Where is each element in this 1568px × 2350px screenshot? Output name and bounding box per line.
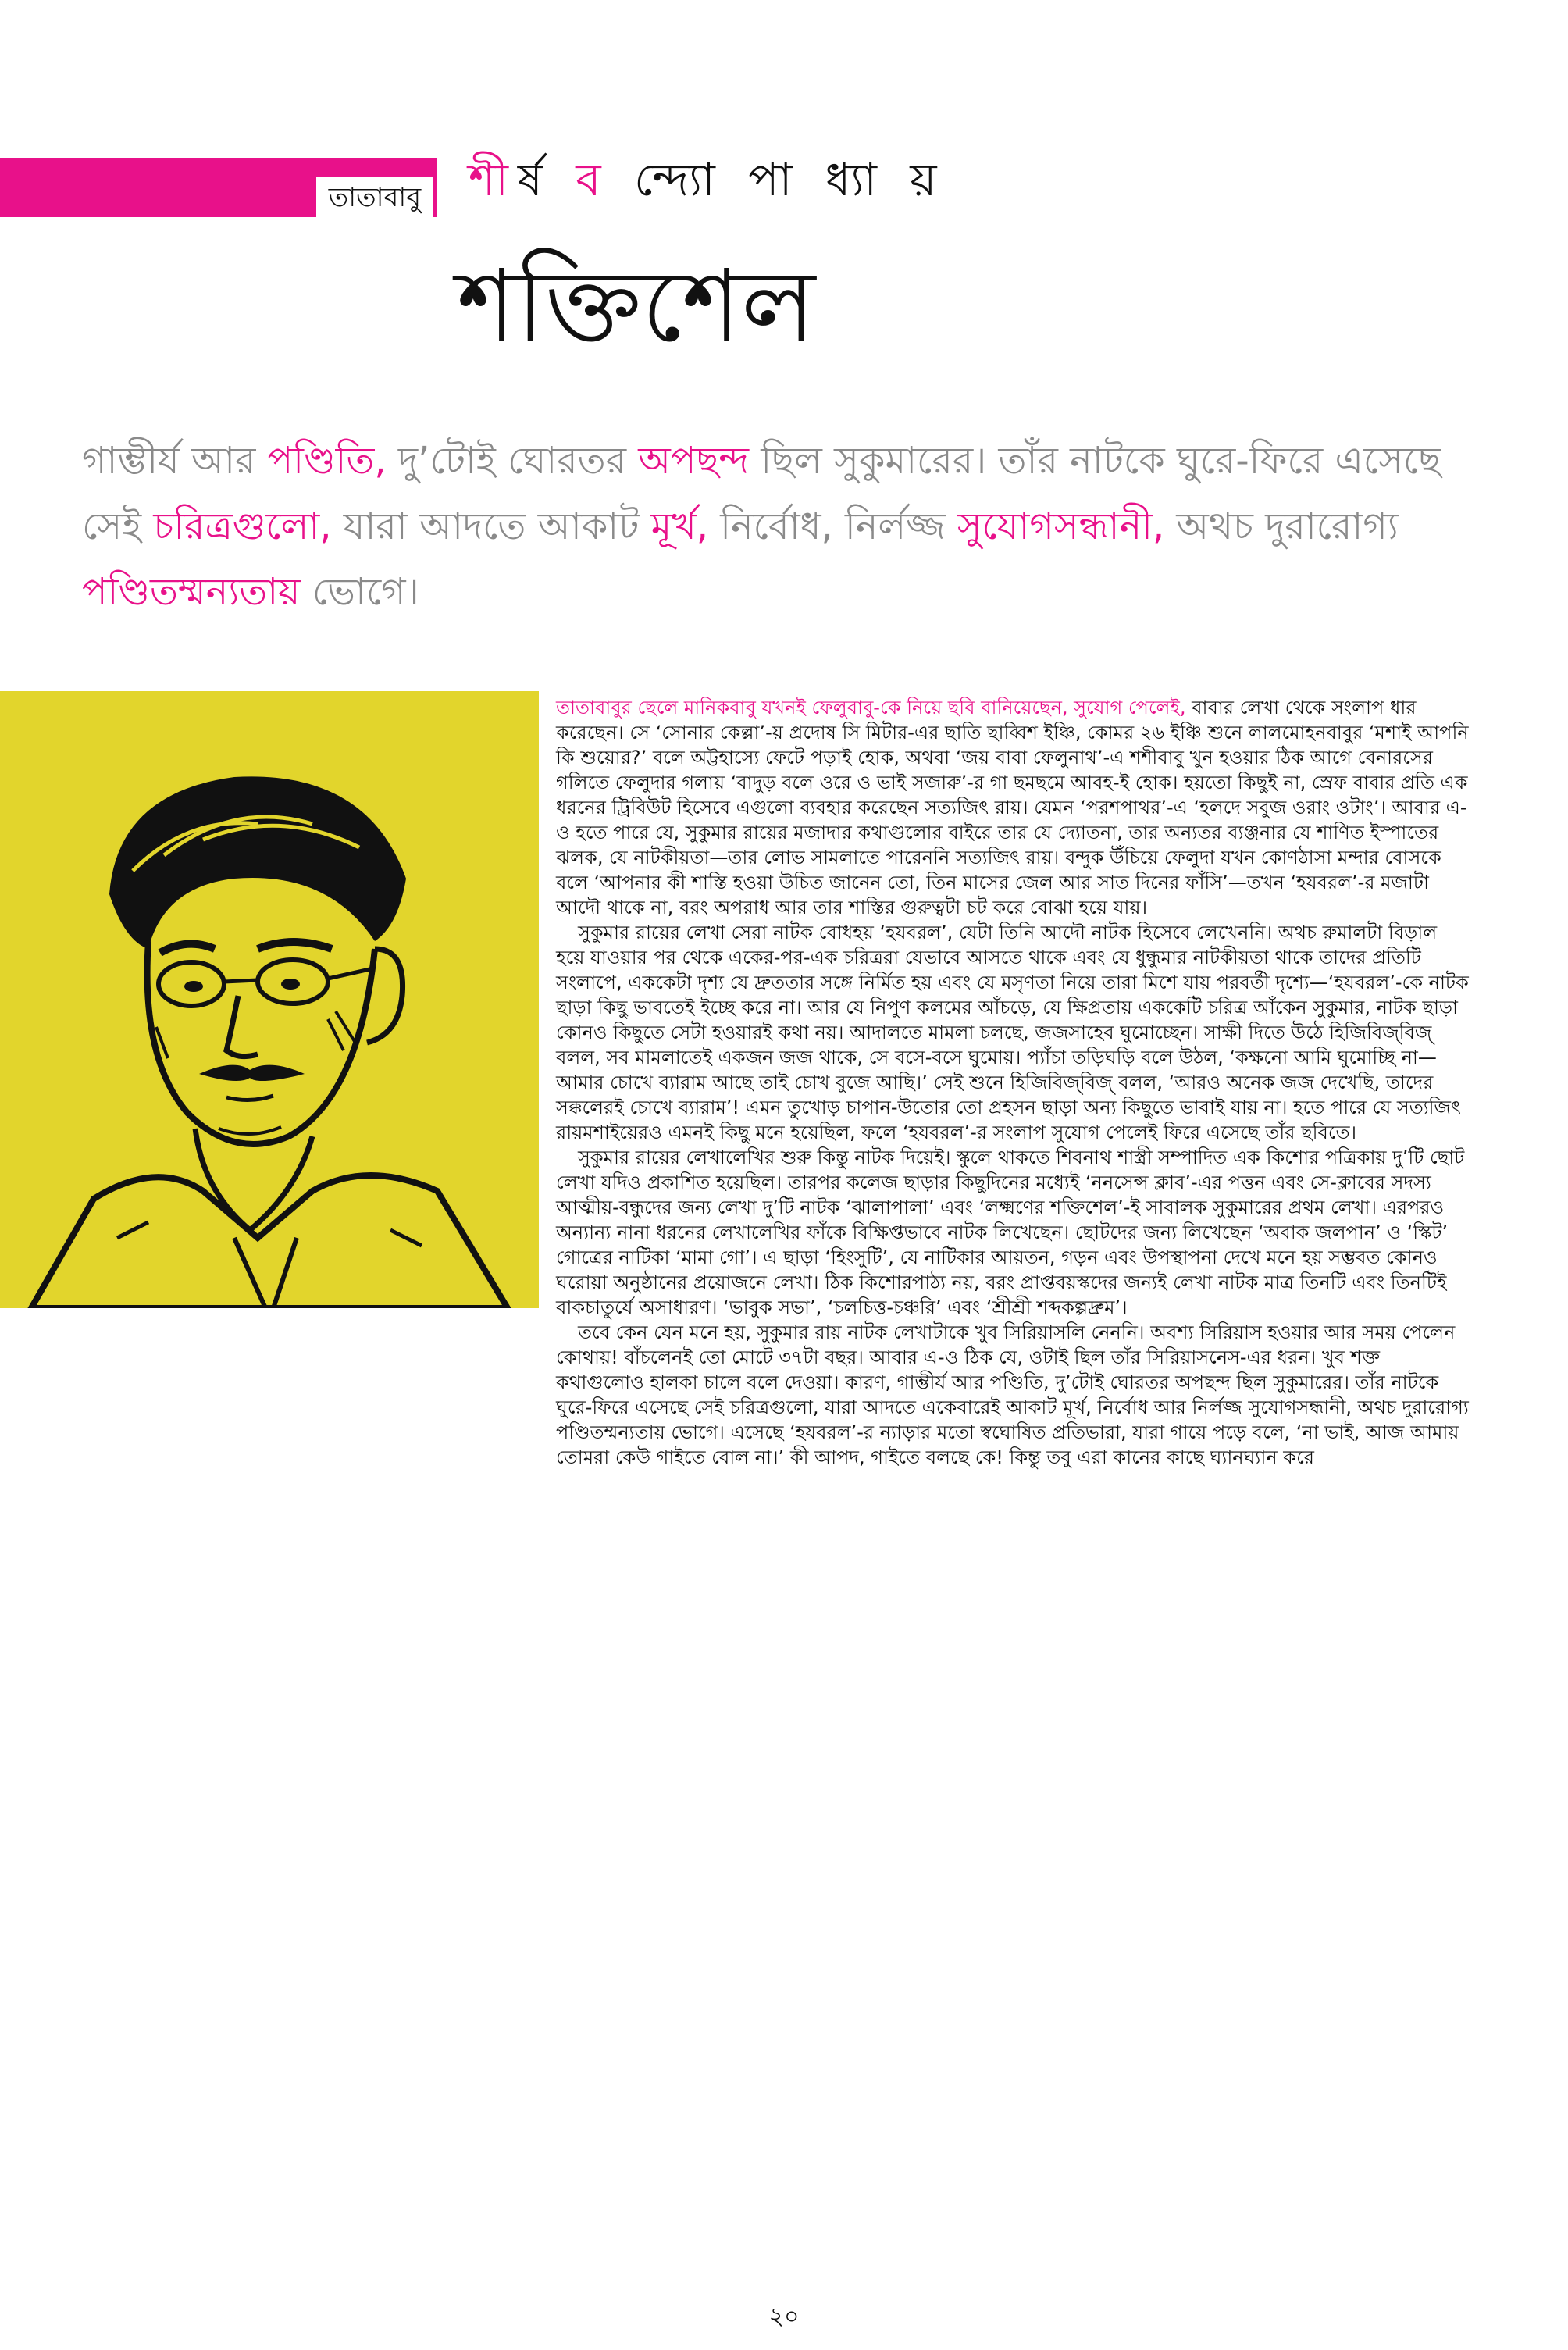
article-title: শক্তিশেল <box>457 248 816 365</box>
lede-highlight: পণ্ডিতম্মন্যতায় <box>82 570 301 614</box>
lede-text: গাম্ভীর্য আর <box>82 439 268 483</box>
body-paragraph-3: সুকুমার রায়ের লেখালেখির শুরু কিন্তু নাটক দিয়েই। স্কুলে থাকতে শিবনাথ শাস্ত্রী সম্পাদিত এক কিশোর পত্রিকায় দু’টি ছোট লেখা যদিও প্রকাশিত হয়েছিল। তারপর কলেজ ছাড়ার কিছুদিনের মধ্যেই ‘ননসেন্স ক্লাব’-এর পত্তন এবং সে-ক্লাবের সদস্য আত্মীয়-বন্ধুদের জন্য লেখা দু’টি নাটক ‘ঝালাপালা’ এবং ‘লক্ষ্মণের শক্তিশেল’-ই সাবালক সুকুমারের প্রথম লেখা। এরপরও অন্যান্য নানা ধরনের লেখালেখির ফাঁকে বিক্ষিপ্তভাবে নাটক লিখেছেন। ছোটদের জন্য লিখেছেন ‘অবাক জলপান’ ও ‘স্কিট’ গোত্রের নাটিকা ‘মামা গো’। এ ছাড়া ‘হিংসুটি’, যে নাটিকার আয়তন, গড়ন এবং উপস্থাপনা দেখে মনে হয় সম্ভবত কোনও ঘরোয়া অনুষ্ঠানের প্রয়োজনে লেখা। ঠিক কিশোরপাঠ্য নয়, বরং প্রাপ্তবয়স্কদের জন্যই লেখা নাটক মাত্র তিনটি এবং তিনটিই বাকচাতুর্যে অসাধারণ। ‘ভাবুক সভা’, ‘চলচিত্ত-চঞ্চরি’ এবং ‘শ্রীশ্রী শব্দকল্পদ্রুম’। <box>556 1146 1465 1318</box>
lede-text: দু’টোই ঘোরতর <box>386 439 639 483</box>
intro-highlight: তাতাবাবুর ছেলে মানিকবাবু যখনই ফেলুবাবু-কে নিয়ে ছবি বানিয়েছেন, সুযোগ পেলেই, <box>556 697 1186 719</box>
portrait-image <box>0 691 539 1308</box>
lede-highlight: সুযোগসন্ধানী, <box>957 505 1165 548</box>
lede-highlight: পণ্ডিতি, <box>267 439 387 483</box>
portrait-illustration <box>0 691 539 1308</box>
body-paragraph-4: তবে কেন যেন মনে হয়, সুকুমার রায় নাটক লেখাটাকে খুব সিরিয়াসলি নেননি। অবশ্য সিরিয়াস হওয়ার আর সময় পেলেন কোথায়! বাঁচলেনই তো মোটে ৩৭টা বছর। আবার এ-ও ঠিক যে, ওটাই ছিল তাঁর সিরিয়াসনেস-এর ধরন। খুব শক্ত কথাগুলোও হালকা চালে বলে দেওয়া। কারণ, গাম্ভীর্য আর পণ্ডিতি, দু’টোই ঘোরতর অপছন্দ ছিল সুকুমারের। তাঁর নাটকে ঘুরে-ফিরে এসেছে সেই চরিত্রগুলো, যারা আদতে একেবারেই আকাট মূর্খ, নির্বোধ আর নির্লজ্জ সুযোগসন্ধানী, অথচ দুরারোগ্য পণ্ডিতম্মন্যতায় ভোগে। এসেছে ‘হযবরল’-র ন্যাড়ার মতো স্বঘোষিত প্রতিভারা, যারা গায়ে পড়ে বলে, ‘না ভাই, আজ আমায় তোমরা কেউ গাইতে বোল না।’ কী আপদ, গাইতে বলছে কে! কিন্তু তবু এরা কানের কাছে ঘ্যানঘ্যান করে <box>556 1321 1469 1468</box>
lede-text: ছিল সুকুমারের। তাঁর নাটকে ঘুরে-ফিরে এসেছে সেই <box>82 439 1441 548</box>
lede-highlight: চরিত্রগুলো, <box>153 505 332 548</box>
author-byline <box>469 148 946 211</box>
lede-highlight: অপছন্দ <box>638 439 750 483</box>
author-part-1: র্ষ <box>517 153 576 206</box>
article-body <box>556 695 1470 1470</box>
body-paragraph-1 <box>556 695 1470 920</box>
lede-text: নির্বোধ, নির্লজ্জ <box>708 505 957 548</box>
page-number: ২০ <box>768 2303 800 2330</box>
lede-text: যারা আদতে আকাট <box>331 505 651 548</box>
section-label: তাতাবাবু <box>316 177 433 219</box>
lede-text: অথচ দুরারোগ্য <box>1164 505 1399 548</box>
lede-text: ভোগে। <box>300 570 419 614</box>
author-initial-1: শী <box>469 153 518 206</box>
author-initial-2: ব <box>576 153 611 206</box>
body-paragraph-1-text: বাবার লেখা থেকে সংলাপ ধার করেছেন। সে ‘সোনার কেল্লা’-য় প্রদোষ সি মিটার-এর ছাতি ছাব্বিশ ইঞ্চি, কোমর ২৬ ইঞ্চি শুনে লালমোহনবাবুর ‘মশাই আপনি কি শুয়োর?’ বলে অট্টহাস্যে ফেটে পড়াই হোক, অথবা ‘জয় বাবা ফেলুনাথ’-এ শশীবাবু খুন হওয়ার ঠিক আগে বেনারসের গলিতে ফেলুদার গলায় ‘বাদুড় বলে ওরে ও ভাই সজারু’-র গা ছমছমে আবহ-ই হোক। হয়তো কিছুই না, স্রেফ বাবার প্রতি এক ধরনের ট্রিবিউট হিসেবে এগুলো ব্যবহার করেছেন সত্যজিৎ রায়। যেমন ‘পরশপাথর’-এ ‘হলদে সবুজ ওরাং ওটাং’। আবার এ-ও হতে পারে যে, সুকুমার রায়ের মজাদার কথাগুলোর বাইরে তার যে দ্যোতনা, তার অন্যতর ব্যঞ্জনার যে শাণিত ইস্পাতের ঝলক, যে নাটকীয়তা—তার লোভ সামলাতে পারেননি সত্যজিৎ রায়। বন্দুক উঁচিয়ে ফেলুদা যখন কোণঠাসা মন্দার বোসকে বলে ‘আপনার কী শাস্তি হওয়া উচিত জানেন তো, তিন মাসের জেল আর সাত দিনের ফাঁসি’—তখন ‘হযবরল’-র মজাটা আদৌ থাকে না, বরং অপরাধ আর তার শাস্তির গুরুত্বটা চট করে বোঝা হয়ে যায়। <box>556 697 1469 918</box>
body-paragraph-2: সুকুমার রায়ের লেখা সেরা নাটক বোধহয় ‘হযবরল’, যেটা তিনি আদৌ নাটক হিসেবে লেখেননি। অথচ রুমালটা বিড়াল হয়ে যাওয়ার পর থেকে একের-পর-এক চরিত্ররা যেভাবে আসতে থাকে এবং যে ধুন্ধুমার নাটকীয়তা থাকে তাদের প্রতিটি সংলাপে, এককেটা দৃশ্য যে দ্রুততার সঙ্গে নির্মিত হয় এবং যে মসৃণতা নিয়ে তারা মিশে যায় পরবর্তী দৃশ্যে—‘হযবরল’-কে নাটক ছাড়া কিছু ভাবতেই ইচ্ছে করে না। আর যে নিপুণ কলমের আঁচড়ে, যে ক্ষিপ্রতায় এককেটি চরিত্র আঁকেন সুকুমার, নাটক ছাড়া কোনও কিছুতে সেটা হওয়ারই কথা নয়। আদালতে মামলা চলছে, জজসাহেব ঘুমোচ্ছেন। সাক্ষী দিতে উঠে হিজিবিজ্‌বিজ্ বলল, সব মামলাতেই একজন জজ থাকে, সে বসে-বসে ঘুমোয়। প্যাঁচা তড়িঘড়ি বলে উঠল, ‘কক্ষনো আমি ঘুমোচ্ছি না—আমার চোখে ব্যারাম আছে তাই চোখ বুজে আছি।’ সেই শুনে হিজিবিজ্‌বিজ্ বলল, ‘আরও অনেক জজ দেখেছি, তাদের সক্কলেরই চোখে ব্যারাম’! এমন তুখোড় চাপান-উতোর তো প্রহসন ছাড়া অন্য কিছুতে ভাবাই যায় না। হতে পারে যে সত্যজিৎ রায়মশাইয়েরও এমনই কিছু মনে হয়েছিল, ফলে ‘হযবরল’-র সংলাপ সুযোগ পেলেই ফিরে এসেছে তাঁর ছবিতে। <box>556 922 1469 1143</box>
lede-highlight: মূর্খ, <box>650 505 709 548</box>
lede-paragraph <box>82 428 1480 625</box>
author-part-2: ন্দ্যো পা ধ্যা য় <box>610 153 946 206</box>
